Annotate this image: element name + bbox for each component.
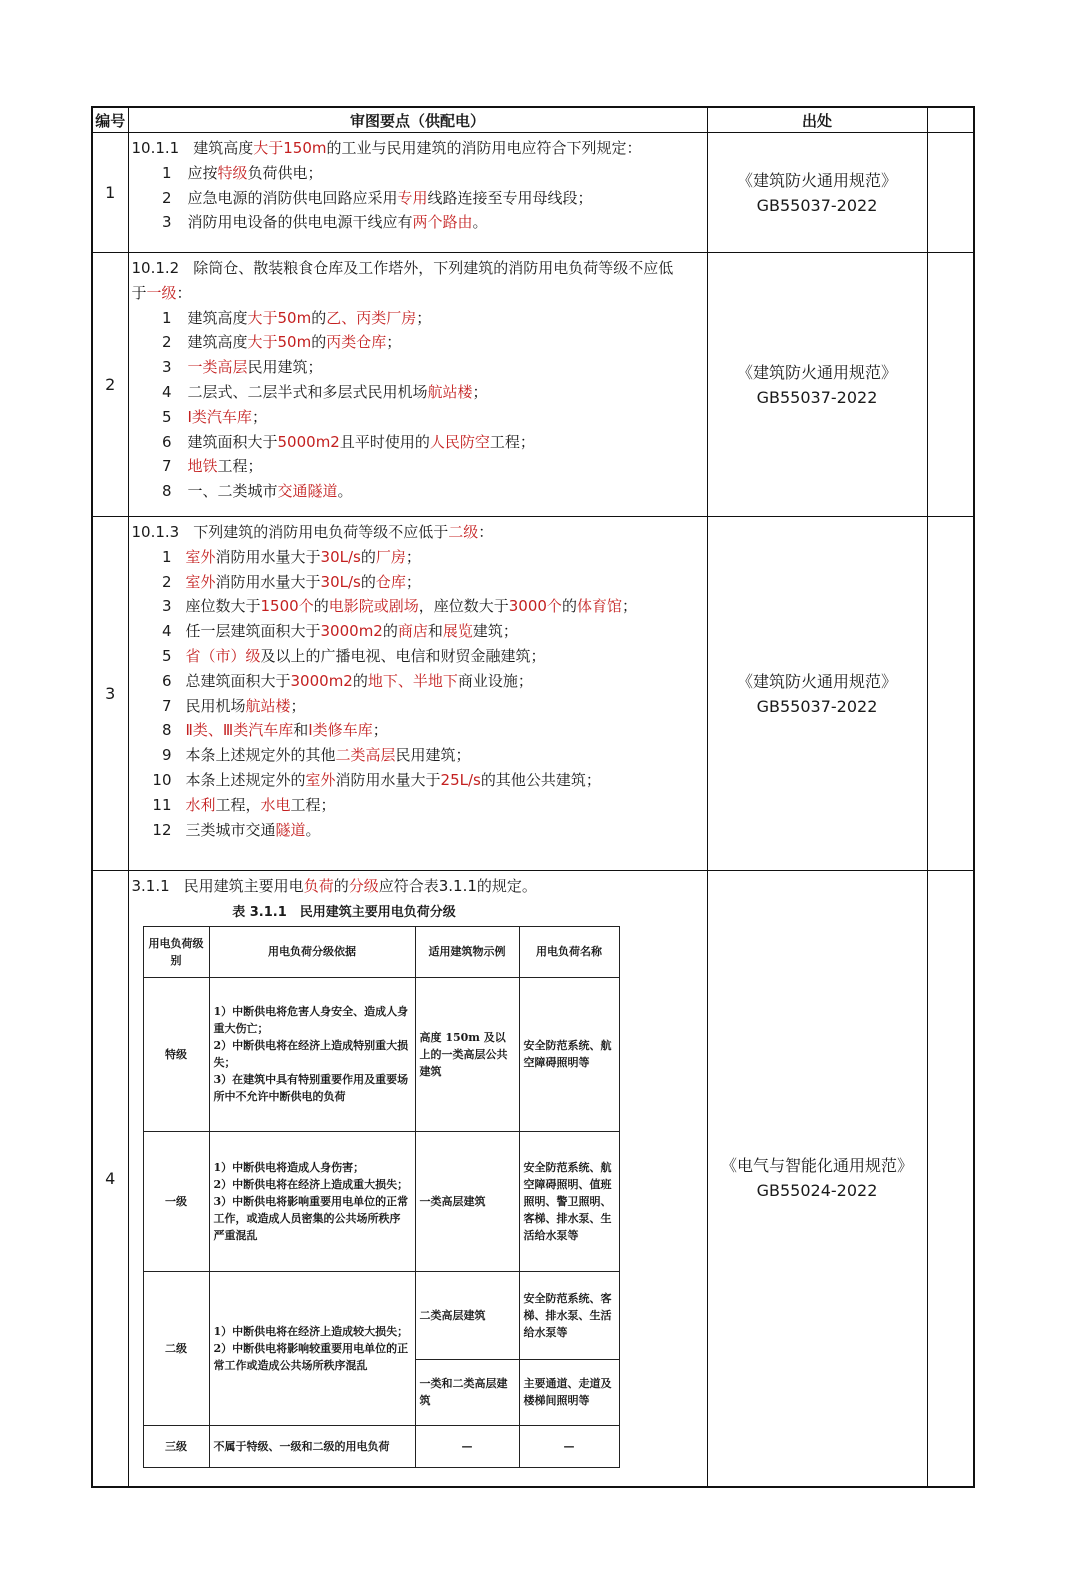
load-header-example: 适用建筑物示例 [415, 926, 519, 977]
clause-text: 民用建筑； [247, 358, 323, 377]
review-table [91, 106, 975, 1488]
basis-line: 3）中断供电将影响重要用电单位的正常工作，或造成人员密集的公共场所秩序严重混乱 [213, 1194, 409, 1242]
clause-line [132, 570, 707, 595]
item-number: 11 [152, 795, 172, 814]
clause-text: 民用建筑； [395, 746, 471, 765]
clause-text: 于 [131, 283, 147, 302]
clause-text: 的 [382, 622, 398, 641]
load-basis [209, 977, 415, 1131]
source-code: GB55037-2022 [756, 195, 878, 215]
clause-text: 线路连接至专用母线段； [427, 188, 593, 207]
clause-text: 的 [311, 308, 327, 327]
highlight-text: 航站楼 [427, 382, 473, 401]
highlight-text: 丙类仓库 [326, 333, 387, 352]
clause-number: 10.1.3 [131, 523, 180, 541]
clause-text: ； [386, 333, 402, 352]
load-header-name: 用电负荷名称 [519, 926, 619, 977]
clause-line [132, 718, 707, 743]
highlight-text: 5000m2 [277, 432, 340, 451]
highlight-text: 1500个 [260, 597, 314, 616]
row-content [128, 253, 707, 517]
clause-line [132, 793, 707, 818]
row-extra [927, 871, 974, 1487]
source-name: 《建筑防火通用规范》 [736, 671, 897, 691]
clause-text: 消防用水量大于 [215, 572, 321, 591]
load-table-title: 表 3.1.1 民用建筑主要用电负荷分级 [232, 904, 456, 920]
load-header-basis: 用电负荷分级依据 [209, 926, 415, 977]
table-row [92, 133, 974, 253]
highlight-text: 地铁 [187, 457, 218, 476]
clause-text: 总建筑面积大于 [185, 671, 291, 690]
highlight-text: 二级 [448, 523, 479, 541]
clause-text: 消防用电设备的供电电源干线应有 [187, 213, 413, 232]
load-level: 特级 [143, 977, 209, 1131]
load-level: 一级 [143, 1131, 209, 1271]
load-name: 安全防范系统、航空障碍照明等 [519, 977, 619, 1131]
item-number: 5 [161, 646, 172, 665]
table-row [92, 253, 974, 517]
row-number: 3 [92, 517, 128, 871]
highlight-text: 仓库 [375, 572, 406, 591]
clause-line [132, 644, 707, 669]
highlight-text: Ⅰ类修车库 [308, 721, 373, 740]
highlight-text: 水电 [260, 795, 291, 814]
clause-text: 工程； [217, 457, 263, 476]
header-extra [927, 107, 974, 133]
load-level: 三级 [143, 1425, 209, 1467]
load-basis [209, 1131, 415, 1271]
clause-line [132, 161, 707, 186]
clause-text: 的 [333, 877, 349, 895]
clause-line [132, 256, 707, 281]
highlight-text: 大于50m [247, 333, 312, 352]
clause-text: 。 [305, 820, 321, 839]
clause-line [132, 330, 707, 355]
basis-line: 1）中断供电将造成人身伤害； [213, 1160, 365, 1174]
clause-text: 建筑高度 [187, 333, 248, 352]
clause-text: ； [416, 308, 432, 327]
item-number: 6 [161, 671, 172, 690]
highlight-text: 二类高层 [335, 746, 396, 765]
clause-text: 的 [313, 597, 329, 616]
row-source [707, 133, 927, 253]
highlight-text: Ⅰ类汽车库 [187, 407, 252, 426]
clause-text: 建筑面积大于 [187, 432, 278, 451]
highlight-text: 大于50m [247, 308, 312, 327]
clause-text: ； [621, 597, 637, 616]
clause-text: 消防用水量大于 [215, 547, 321, 566]
clause-text: 三类城市交通 [185, 820, 276, 839]
clause-line [132, 669, 707, 694]
clause-line [132, 768, 707, 793]
clause-line [132, 594, 707, 619]
clause-text: 且平时使用的 [339, 432, 430, 451]
source-name: 《建筑防火通用规范》 [736, 170, 897, 190]
clause-text: 除筒仓、散装粮食仓库及工作塔外，下列建筑的消防用电负荷等级不应低 [193, 259, 674, 277]
basis-line: 2）中断供电将在经济上造成重大损失； [213, 1177, 409, 1191]
load-row-special [143, 977, 619, 1131]
item-number: 3 [161, 358, 172, 377]
table-row [92, 517, 974, 871]
item-number: 4 [161, 382, 172, 401]
item-number: 8 [161, 721, 172, 740]
item-number: 4 [161, 622, 172, 641]
clause-number: 10.1.1 [131, 139, 180, 157]
highlight-text: 隧道 [275, 820, 306, 839]
item-number: 8 [161, 482, 172, 501]
clause-line [132, 479, 707, 504]
highlight-text: 航站楼 [245, 696, 291, 715]
highlight-text: 一级 [146, 283, 177, 302]
clause-text: 下列建筑的消防用电负荷等级不应低于 [193, 523, 449, 541]
clause-text: 应按 [187, 163, 218, 182]
load-row-third [143, 1425, 619, 1467]
highlight-text: 负荷 [303, 877, 334, 895]
load-table-header [143, 926, 619, 977]
load-example: — [415, 1425, 519, 1467]
clause-text: 建筑高度 [193, 139, 254, 157]
row-number: 4 [92, 871, 128, 1487]
highlight-text: 人民防空 [429, 432, 490, 451]
row-source [707, 871, 927, 1487]
clause-text: 。 [337, 482, 353, 501]
load-basis [209, 1271, 415, 1425]
highlight-text: 3000m2 [290, 671, 353, 690]
load-name: 安全防范系统、客梯、排水泵、生活给水泵等 [519, 1271, 619, 1359]
highlight-text: 体育馆 [576, 597, 622, 616]
load-classification-table [143, 926, 620, 1468]
row-extra [927, 253, 974, 517]
clause-number: 3.1.1 [131, 877, 170, 895]
clause-text: 民用机场 [185, 696, 246, 715]
clause-text: 和 [293, 721, 309, 740]
highlight-text: 厂房 [375, 547, 406, 566]
highlight-text: 大于150m [253, 139, 327, 157]
basis-line: 2）中断供电将在经济上造成特别重大损失； [213, 1039, 409, 1070]
clause-text: ； [472, 382, 488, 401]
row-content [128, 871, 707, 1487]
highlight-text: 电影院或剧场 [328, 597, 419, 616]
table-header-row [92, 107, 974, 133]
clause-text: 的 [311, 333, 327, 352]
highlight-text: 30L/s [320, 547, 361, 566]
highlight-text: 展览 [442, 622, 473, 641]
row-source [707, 517, 927, 871]
item-number: 1 [161, 547, 172, 566]
item-number: 6 [161, 432, 172, 451]
source-code: GB55037-2022 [756, 387, 878, 407]
basis-line: 1）中断供电将危害人身安全、造成人身重大伤亡； [213, 1005, 409, 1036]
highlight-text: 水利 [185, 795, 216, 814]
clause-line [132, 355, 707, 380]
highlight-text: 专用 [397, 188, 428, 207]
highlight-text: 地下、半地下 [367, 671, 458, 690]
load-name: 主要通道、走道及楼梯间照明等 [519, 1359, 619, 1425]
load-example: 一类高层建筑 [415, 1131, 519, 1271]
highlight-text: 交通隧道 [277, 482, 338, 501]
clause-line [132, 743, 707, 768]
load-header-level: 用电负荷级别 [143, 926, 209, 977]
load-level: 二级 [143, 1271, 209, 1425]
header-num: 编号 [92, 107, 128, 133]
item-number: 3 [161, 597, 172, 616]
highlight-text: Ⅱ类、Ⅲ类汽车库 [185, 721, 294, 740]
clause-line [132, 520, 707, 545]
item-number: 7 [161, 457, 172, 476]
clause-line [132, 545, 707, 570]
clause-text: 的工业与民用建筑的消防用电应符合下列规定： [326, 139, 642, 157]
basis-line: 3）在建筑中具有特别重要作用及重要场所中不允许中断供电的负荷 [213, 1073, 409, 1104]
source-code: GB55037-2022 [756, 696, 878, 716]
row-content [128, 133, 707, 253]
item-number: 5 [161, 407, 172, 426]
highlight-text: 商店 [397, 622, 428, 641]
header-points: 审图要点（供配电） [128, 107, 707, 133]
highlight-text: 3000个 [508, 597, 562, 616]
clause-text: 应符合表3.1.1的规定。 [378, 877, 537, 895]
row-number: 1 [92, 133, 128, 253]
clause-line [132, 281, 707, 306]
basis-line: 2）中断供电将影响较重要用电单位的正常工作或造成公共场所秩序混乱 [213, 1341, 409, 1372]
row-extra [927, 517, 974, 871]
clause-number: 10.1.2 [131, 259, 180, 277]
clause-text: ： [176, 283, 192, 302]
clause-text: 。 [472, 213, 488, 232]
clause-text: 和 [427, 622, 443, 641]
clause-text: 座位数大于 [185, 597, 261, 616]
clause-line [132, 694, 707, 719]
clause-line [132, 454, 707, 479]
item-number: 2 [161, 188, 172, 207]
clause-line [132, 818, 707, 843]
clause-text: 工程， [215, 795, 261, 814]
clause-text: 一、二类城市 [187, 482, 278, 501]
load-row-first [143, 1131, 619, 1271]
highlight-text: 一类高层 [187, 358, 248, 377]
row-extra [927, 133, 974, 253]
clause-text: ，座位数大于 [418, 597, 509, 616]
load-example: 二类高层建筑 [415, 1271, 519, 1359]
clause-text: 建筑； [472, 622, 518, 641]
load-row-second [143, 1271, 619, 1359]
header-source: 出处 [707, 107, 927, 133]
source-code: GB55024-2022 [756, 1181, 878, 1201]
clause-text: 本条上述规定外的其他 [185, 746, 336, 765]
clause-text: 消防用水量大于 [335, 770, 441, 789]
highlight-text: 3000m2 [320, 622, 383, 641]
clause-line [132, 380, 707, 405]
clause-text: 建筑高度 [187, 308, 248, 327]
clause-text: ； [372, 721, 388, 740]
clause-text: 的其他公共建筑； [480, 770, 601, 789]
highlight-text: 分级 [348, 877, 379, 895]
clause-text: 本条上述规定外的 [185, 770, 306, 789]
highlight-text: 特级 [217, 163, 248, 182]
clause-line [132, 136, 707, 161]
clause-text: 的 [561, 597, 577, 616]
highlight-text: 两个路由 [412, 213, 473, 232]
clause-text: 的 [352, 671, 368, 690]
item-number: 10 [152, 770, 172, 789]
clause-text: 二层式、二层半式和多层式民用机场 [187, 382, 428, 401]
clause-line [132, 874, 707, 899]
clause-text: 工程； [489, 432, 535, 451]
clause-line [132, 430, 707, 455]
clause-text: ； [405, 572, 421, 591]
clause-line [132, 405, 707, 430]
clause-line [132, 210, 707, 235]
item-number: 3 [161, 213, 172, 232]
load-name: — [519, 1425, 619, 1467]
highlight-text: 室外 [185, 572, 216, 591]
source-name: 《建筑防火通用规范》 [736, 362, 897, 382]
clause-text: 商业设施； [457, 671, 533, 690]
highlight-text: 25L/s [440, 770, 481, 789]
clause-text: 工程； [290, 795, 336, 814]
clause-text: 民用建筑主要用电 [183, 877, 304, 895]
clause-line [132, 186, 707, 211]
clause-text: ； [290, 696, 306, 715]
item-number: 1 [161, 308, 172, 327]
item-number: 7 [161, 696, 172, 715]
clause-text: 应急电源的消防供电回路应采用 [187, 188, 398, 207]
highlight-text: 乙、丙类厂房 [326, 308, 417, 327]
source-name: 《电气与智能化通用规范》 [720, 1156, 913, 1176]
highlight-text: 室外 [185, 547, 216, 566]
highlight-text: 室外 [305, 770, 336, 789]
row-source [707, 253, 927, 517]
clause-text: ； [251, 407, 267, 426]
item-number: 1 [161, 163, 172, 182]
clause-text: ； [405, 547, 421, 566]
row-content [128, 517, 707, 871]
item-number: 2 [161, 572, 172, 591]
basis-line: 1）中断供电将在经济上造成较大损失； [213, 1324, 409, 1338]
load-basis: 不属于特级、一级和二级的用电负荷 [209, 1425, 415, 1467]
row-number: 2 [92, 253, 128, 517]
clause-text: 任一层建筑面积大于 [185, 622, 321, 641]
table-row [92, 871, 974, 1487]
item-number: 2 [161, 333, 172, 352]
clause-text: ： [478, 523, 494, 541]
clause-text: 负荷供电； [247, 163, 323, 182]
item-number: 9 [161, 746, 172, 765]
clause-text: 及以上的广播电视、电信和财贸金融建筑； [260, 646, 546, 665]
highlight-text: 30L/s [320, 572, 361, 591]
load-example: 高度 150m 及以上的一类高层公共建筑 [415, 977, 519, 1131]
clause-text: 的 [360, 547, 376, 566]
highlight-text: 省（市）级 [185, 646, 261, 665]
load-name: 安全防范系统、航空障碍照明、值班照明、警卫照明、客梯、排水泵、生活给水泵等 [519, 1131, 619, 1271]
item-number: 12 [152, 820, 172, 839]
clause-line [132, 619, 707, 644]
clause-line [132, 306, 707, 331]
load-example: 一类和二类高层建筑 [415, 1359, 519, 1425]
clause-text: 的 [360, 572, 376, 591]
